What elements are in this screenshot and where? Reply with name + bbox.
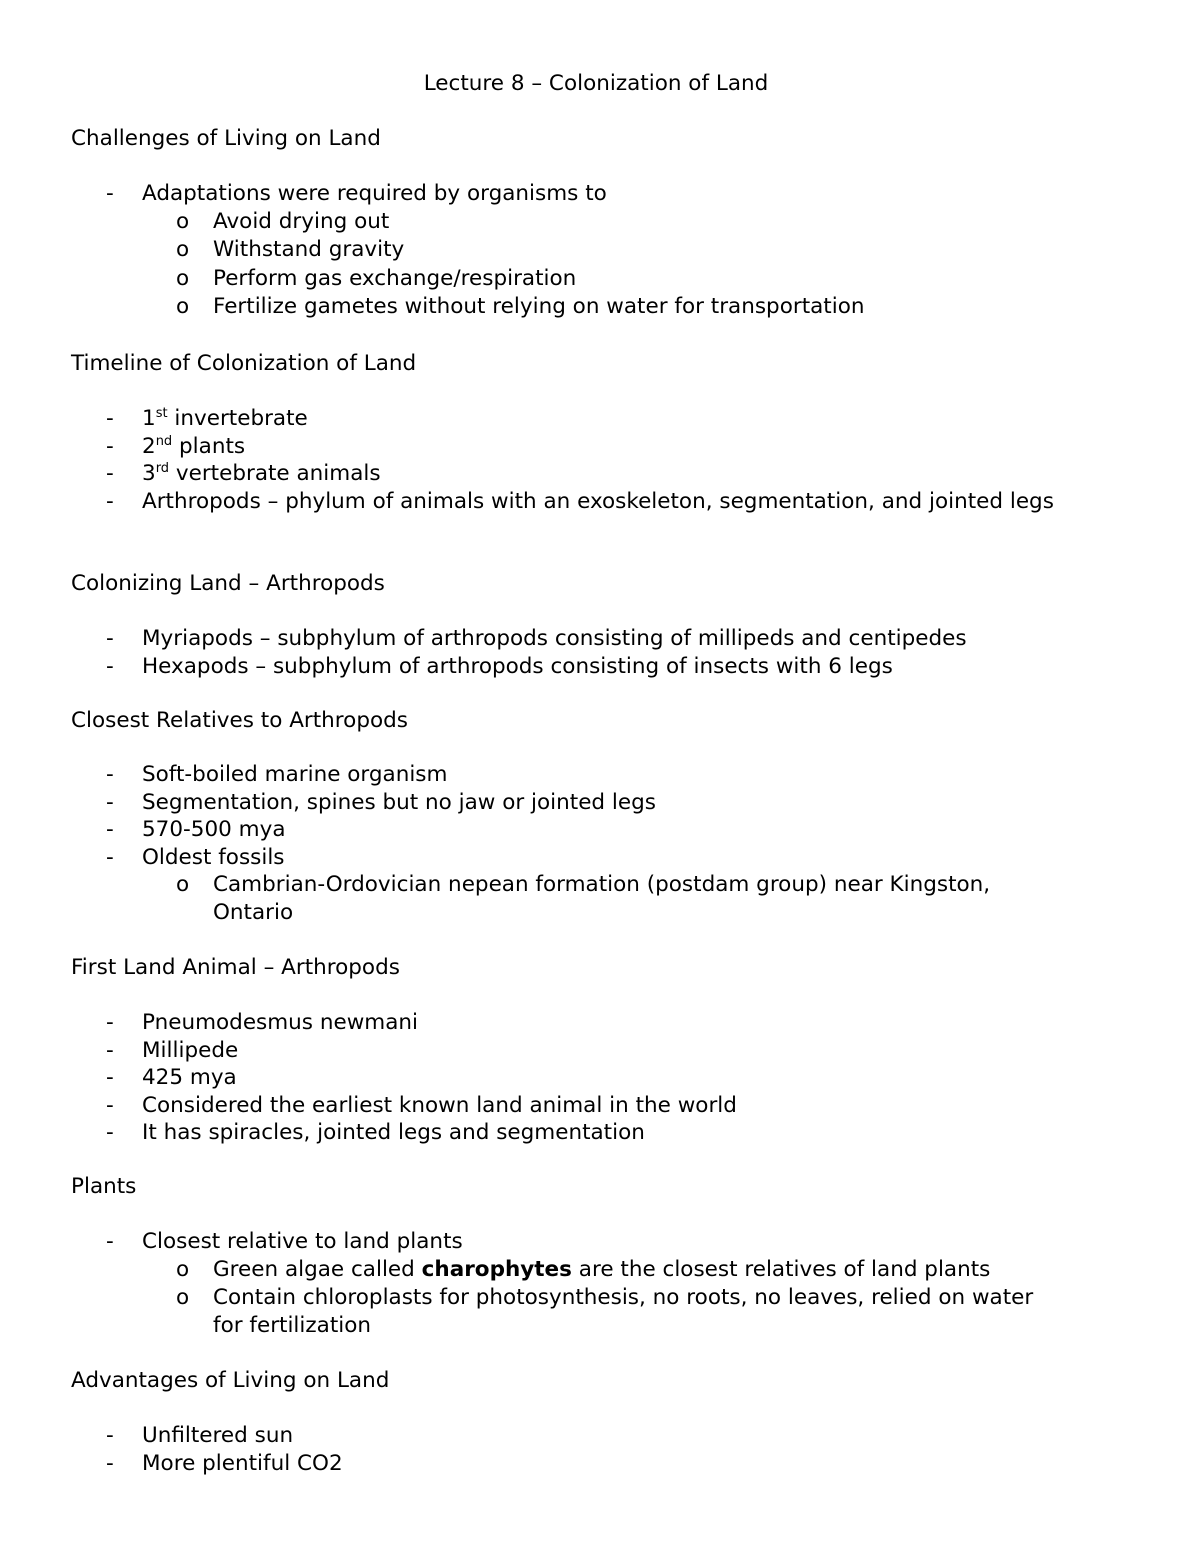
list-item — [0, 816, 1200, 844]
list-item — [0, 761, 1200, 789]
list-item — [0, 1119, 1200, 1147]
dash-bullet-icon: - — [106, 817, 114, 842]
list-item-text: It has spiracles, jointed legs and segmentation — [142, 1120, 645, 1145]
list-item — [0, 180, 1200, 322]
sub-list — [0, 871, 1120, 927]
list-item — [0, 1422, 1200, 1450]
list-item-text: Closest relative to land plants — [142, 1229, 463, 1254]
list-item — [0, 488, 1200, 516]
list-item-text: Millipede — [142, 1037, 239, 1063]
list-item-text: Soft-boiled marine organism — [142, 762, 448, 787]
dash-bullet-icon: - — [106, 181, 114, 206]
section-heading-colonizing: Colonizing Land – Arthropods — [71, 571, 385, 596]
ordinal-suffix: rd — [155, 461, 170, 476]
bold-term: charophytes — [421, 1256, 572, 1282]
sub-list-item-text: Contain chloroplasts for photosynthesis, no roots, no leaves, relied on water for fertilization — [213, 1285, 1034, 1338]
plants-list — [0, 1228, 1200, 1340]
section-heading-challenges: Challenges of Living on Land — [71, 126, 381, 151]
list-item-text: Hexapods – subphylum of arthropods consisting of insects with 6 legs — [142, 653, 893, 679]
sub-list-item — [0, 293, 1120, 322]
dash-bullet-icon: - — [106, 1450, 114, 1476]
list-item — [0, 1037, 1200, 1065]
sub-list-item-text: Fertilize gametes without relying on water for transportation — [213, 294, 865, 319]
page-title: Lecture 8 – Colonization of Land — [423, 71, 769, 96]
list-item — [0, 1092, 1200, 1120]
list-item-text: Unfiltered sun — [142, 1423, 294, 1448]
list-item — [0, 1009, 1200, 1037]
first-land-animal-list — [0, 1009, 1200, 1147]
list-item — [0, 789, 1200, 817]
ordinal-number: 3 — [142, 461, 156, 486]
list-item-text: plants — [172, 433, 246, 459]
sub-list-item-text: Green algae called — [213, 1256, 422, 1282]
list-item — [0, 1450, 1200, 1478]
dash-bullet-icon: - — [106, 653, 114, 679]
dash-bullet-icon: - — [106, 488, 114, 514]
sub-list-item — [0, 236, 1120, 265]
sub-list-item-text: Avoid drying out — [213, 208, 390, 234]
list-item-text: Segmentation, spines but no jaw or jointed legs — [142, 789, 656, 815]
dash-bullet-icon: - — [106, 461, 114, 486]
circle-bullet-icon: o — [176, 208, 190, 234]
list-item — [0, 1064, 1200, 1092]
list-item-text: Considered the earliest known land animal in the world — [142, 1092, 737, 1118]
list-item-text: Pneumodesmus newmani — [142, 1010, 419, 1035]
list-item-text: Adaptations were required by organisms to — [142, 181, 607, 206]
dash-bullet-icon: - — [106, 626, 114, 651]
list-item — [0, 625, 1200, 653]
dash-bullet-icon: - — [106, 789, 114, 815]
sub-list-item — [0, 265, 1120, 294]
dash-bullet-icon: - — [106, 1010, 114, 1035]
list-item — [0, 653, 1200, 681]
circle-bullet-icon: o — [176, 1256, 190, 1282]
sub-list-item — [0, 871, 1120, 927]
section-heading-closest-relatives: Closest Relatives to Arthropods — [71, 708, 408, 733]
sub-list-item — [0, 1256, 1120, 1285]
circle-bullet-icon: o — [176, 1285, 190, 1310]
sub-list-item-text: are the closest relatives of land plants — [571, 1256, 991, 1282]
dash-bullet-icon: - — [106, 1037, 114, 1063]
list-item — [0, 844, 1200, 928]
closest-relatives-list — [0, 761, 1200, 927]
ordinal-number: 2 — [142, 433, 156, 459]
circle-bullet-icon: o — [176, 294, 190, 319]
dash-bullet-icon: - — [106, 1120, 114, 1145]
section-heading-first-land-animal: First Land Animal – Arthropods — [71, 955, 400, 980]
dash-bullet-icon: - — [106, 1423, 114, 1448]
colonizing-list — [0, 625, 1200, 680]
sub-list-item-text: Perform gas exchange/respiration — [213, 265, 577, 291]
sub-list — [0, 1256, 1120, 1341]
list-item — [0, 433, 1200, 461]
circle-bullet-icon: o — [176, 237, 190, 262]
list-item-text: 425 mya — [142, 1065, 237, 1090]
dash-bullet-icon: - — [106, 1229, 114, 1254]
dash-bullet-icon: - — [106, 433, 114, 459]
advantages-list — [0, 1422, 1200, 1477]
sub-list-item-text: Withstand gravity — [213, 237, 405, 262]
list-item — [0, 405, 1200, 433]
dash-bullet-icon: - — [106, 406, 114, 431]
list-item-text: More plentiful CO2 — [142, 1450, 343, 1476]
list-item-text: 570-500 mya — [142, 817, 286, 842]
challenges-list — [0, 180, 1200, 322]
ordinal-suffix: nd — [155, 433, 173, 449]
sub-list — [0, 208, 1120, 322]
list-item-text: invertebrate — [167, 406, 308, 431]
list-item-text: Myriapods – subphylum of arthropods consisting of millipeds and centipedes — [142, 626, 967, 651]
list-item-text: Oldest fossils — [142, 844, 285, 870]
dash-bullet-icon: - — [106, 1065, 114, 1090]
ordinal-number: 1 — [142, 406, 156, 431]
list-item — [0, 1228, 1200, 1340]
ordinal-suffix: st — [155, 406, 168, 421]
section-heading-timeline: Timeline of Colonization of Land — [71, 351, 417, 376]
list-item-text: Arthropods – phylum of animals with an exoskeleton, segmentation, and jointed legs — [142, 488, 1054, 514]
sub-list-item-text: Cambrian-Ordovician nepean formation (postdam group) near Kingston, Ontario — [213, 872, 991, 925]
sub-list-item — [0, 208, 1120, 237]
circle-bullet-icon: o — [176, 872, 190, 897]
section-heading-plants: Plants — [71, 1174, 137, 1199]
circle-bullet-icon: o — [176, 265, 190, 291]
section-heading-advantages: Advantages of Living on Land — [71, 1368, 390, 1393]
dash-bullet-icon: - — [106, 1092, 114, 1118]
list-item-text: vertebrate animals — [169, 461, 381, 486]
dash-bullet-icon: - — [106, 844, 114, 870]
sub-list-item — [0, 1284, 1120, 1340]
dash-bullet-icon: - — [106, 762, 114, 787]
list-item — [0, 460, 1200, 488]
timeline-list — [0, 405, 1200, 515]
